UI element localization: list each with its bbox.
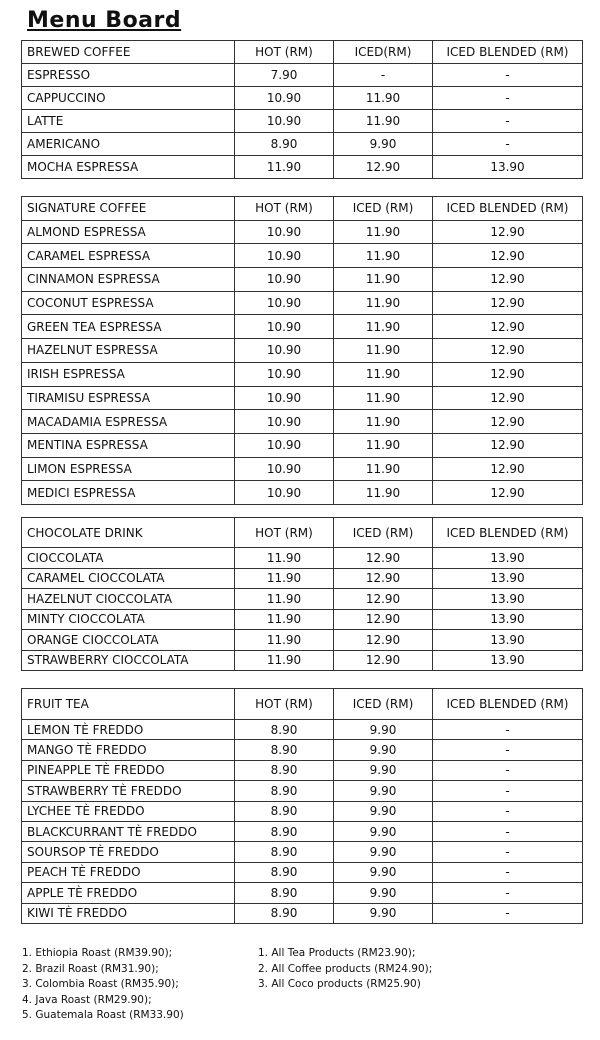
item-price: - [433, 760, 583, 780]
item-name: TIRAMISU ESPRESSA [22, 386, 235, 410]
item-price: 12.90 [334, 548, 433, 569]
item-price: 12.90 [433, 362, 583, 386]
item-name: GREEN TEA ESPRESSA [22, 315, 235, 339]
column-header: HOT (RM) [235, 518, 334, 548]
item-price: - [433, 133, 583, 156]
item-price: - [433, 883, 583, 903]
item-name: KIWI TÈ FREDDO [22, 903, 235, 923]
item-price: 9.90 [334, 760, 433, 780]
item-price: 10.90 [235, 244, 334, 268]
item-price: 12.90 [433, 244, 583, 268]
item-name: STRAWBERRY TÈ FREDDO [22, 781, 235, 801]
item-price: 13.90 [433, 650, 583, 671]
item-price: 9.90 [334, 801, 433, 821]
item-price: 10.90 [235, 433, 334, 457]
item-price: 7.90 [235, 64, 334, 87]
table-row [22, 457, 583, 481]
note-item: 2. All Coffee products (RM24.90); [258, 962, 433, 975]
item-name: AMERICANO [22, 133, 235, 156]
item-price: 12.90 [334, 568, 433, 589]
item-name: APPLE TÈ FREDDO [22, 883, 235, 903]
fruit-tea-table [21, 688, 583, 924]
table-header-row [22, 518, 583, 548]
item-price: 8.90 [235, 883, 334, 903]
table-row [22, 410, 583, 434]
note-item: 5. Guatemala Roast (RM33.90) [22, 1009, 184, 1022]
item-price: 9.90 [334, 842, 433, 862]
item-price: 8.90 [235, 760, 334, 780]
table-row [22, 720, 583, 740]
table-row [22, 883, 583, 903]
item-price: 8.90 [235, 862, 334, 882]
table-row [22, 903, 583, 923]
item-price: 11.90 [334, 220, 433, 244]
table-row [22, 133, 583, 156]
item-price: 8.90 [235, 842, 334, 862]
item-name: SOURSOP TÈ FREDDO [22, 842, 235, 862]
item-price: 12.90 [433, 457, 583, 481]
item-price: 8.90 [235, 903, 334, 923]
item-name: MACADAMIA ESPRESSA [22, 410, 235, 434]
item-price: 12.90 [334, 650, 433, 671]
item-price: 11.90 [334, 362, 433, 386]
table-row [22, 609, 583, 630]
item-price: 12.90 [433, 268, 583, 292]
note-item: 4. Java Roast (RM29.90); [22, 993, 152, 1006]
item-price: 11.90 [334, 110, 433, 133]
item-name: BLACKCURRANT TÈ FREDDO [22, 821, 235, 841]
item-name: CARAMEL CIOCCOLATA [22, 568, 235, 589]
item-price: 12.90 [433, 339, 583, 363]
item-name: CINNAMON ESPRESSA [22, 268, 235, 292]
item-name: MANGO TÈ FREDDO [22, 740, 235, 760]
table-row [22, 339, 583, 363]
table-row [22, 110, 583, 133]
item-price: 12.90 [334, 589, 433, 610]
column-header: ICED(RM) [334, 41, 433, 64]
item-price: 10.90 [235, 268, 334, 292]
table-row [22, 650, 583, 671]
item-price: 13.90 [433, 609, 583, 630]
table-row [22, 268, 583, 292]
item-price: 11.90 [235, 568, 334, 589]
item-price: 11.90 [334, 410, 433, 434]
item-name: MEDICI ESPRESSA [22, 481, 235, 505]
roast-notes-list [22, 946, 184, 1024]
signature-coffee-table [21, 196, 583, 505]
item-price: 12.90 [433, 220, 583, 244]
table-row [22, 589, 583, 610]
item-price: 8.90 [235, 720, 334, 740]
item-price: 11.90 [334, 386, 433, 410]
item-price: 12.90 [334, 630, 433, 651]
item-name: LYCHEE TÈ FREDDO [22, 801, 235, 821]
item-price: 12.90 [334, 609, 433, 630]
section-heading: BREWED COFFEE [22, 41, 235, 64]
item-price: 11.90 [235, 156, 334, 179]
note-item: 3. Colombia Roast (RM35.90); [22, 978, 179, 991]
item-name: MINTY CIOCCOLATA [22, 609, 235, 630]
item-price: - [433, 801, 583, 821]
item-price: 11.90 [235, 630, 334, 651]
item-price: 10.90 [235, 457, 334, 481]
item-price: 10.90 [235, 220, 334, 244]
item-name: STRAWBERRY CIOCCOLATA [22, 650, 235, 671]
table-row [22, 760, 583, 780]
item-price: 8.90 [235, 821, 334, 841]
item-price: 12.90 [433, 410, 583, 434]
item-price: 9.90 [334, 903, 433, 923]
item-price: 10.90 [235, 291, 334, 315]
table-row [22, 220, 583, 244]
item-price: - [433, 821, 583, 841]
item-name: LEMON TÈ FREDDO [22, 720, 235, 740]
table-row [22, 781, 583, 801]
item-name: CAPPUCCINO [22, 87, 235, 110]
item-price: 13.90 [433, 589, 583, 610]
brewed-coffee-table [21, 40, 583, 179]
column-header: ICED BLENDED (RM) [433, 518, 583, 548]
item-price: 13.90 [433, 630, 583, 651]
item-name: ESPRESSO [22, 64, 235, 87]
item-price: 10.90 [235, 315, 334, 339]
item-name: HAZELNUT ESPRESSA [22, 339, 235, 363]
table-header-row [22, 197, 583, 221]
note-item: 1. Ethiopia Roast (RM39.90); [22, 947, 173, 959]
note-item: 2. Brazil Roast (RM31.90); [22, 962, 159, 975]
item-price: 9.90 [334, 720, 433, 740]
item-price: 8.90 [235, 133, 334, 156]
item-price: - [433, 781, 583, 801]
item-price: 9.90 [334, 133, 433, 156]
column-header: ICED (RM) [334, 197, 433, 221]
column-header: HOT (RM) [235, 197, 334, 221]
item-name: PEACH TÈ FREDDO [22, 862, 235, 882]
item-name: LIMON ESPRESSA [22, 457, 235, 481]
item-price: 12.90 [433, 315, 583, 339]
item-price: 11.90 [334, 315, 433, 339]
item-price: 13.90 [433, 568, 583, 589]
item-price: 9.90 [334, 862, 433, 882]
column-header: ICED BLENDED (RM) [433, 689, 583, 720]
item-price: 12.90 [433, 291, 583, 315]
item-name: LATTE [22, 110, 235, 133]
item-price: 10.90 [235, 339, 334, 363]
item-name: CARAMEL ESPRESSA [22, 244, 235, 268]
item-price: 12.90 [433, 386, 583, 410]
item-price: - [433, 862, 583, 882]
table-row [22, 568, 583, 589]
item-price: 12.90 [433, 481, 583, 505]
product-notes-list [258, 946, 432, 993]
table-row [22, 842, 583, 862]
table-row [22, 244, 583, 268]
item-name: PINEAPPLE TÈ FREDDO [22, 760, 235, 780]
item-price: 11.90 [334, 433, 433, 457]
table-row [22, 740, 583, 760]
table-row [22, 862, 583, 882]
column-header: HOT (RM) [235, 689, 334, 720]
item-name: ORANGE CIOCCOLATA [22, 630, 235, 651]
item-price: 8.90 [235, 781, 334, 801]
item-price: 9.90 [334, 821, 433, 841]
item-price: 8.90 [235, 801, 334, 821]
table-row [22, 64, 583, 87]
item-price: 9.90 [334, 740, 433, 760]
item-price: 11.90 [334, 481, 433, 505]
item-price: - [433, 110, 583, 133]
item-price: - [433, 720, 583, 740]
table-row [22, 362, 583, 386]
item-price: 12.90 [334, 156, 433, 179]
item-price: 11.90 [334, 87, 433, 110]
item-price: 10.90 [235, 362, 334, 386]
table-row [22, 386, 583, 410]
section-heading: SIGNATURE COFFEE [22, 197, 235, 221]
table-row [22, 821, 583, 841]
table-row [22, 548, 583, 569]
table-row [22, 156, 583, 179]
item-price: 11.90 [235, 548, 334, 569]
section-heading: CHOCOLATE DRINK [22, 518, 235, 548]
item-price: 11.90 [235, 589, 334, 610]
table-row [22, 481, 583, 505]
item-price: 10.90 [235, 481, 334, 505]
item-price: 11.90 [334, 339, 433, 363]
item-price: 9.90 [334, 883, 433, 903]
item-name: CIOCCOLATA [22, 548, 235, 569]
item-price: 13.90 [433, 548, 583, 569]
page-title: Menu Board [27, 8, 182, 33]
item-name: COCONUT ESPRESSA [22, 291, 235, 315]
item-price: 12.90 [433, 433, 583, 457]
column-header: ICED BLENDED (RM) [433, 197, 583, 221]
item-price: 11.90 [334, 268, 433, 292]
item-price: 10.90 [235, 410, 334, 434]
item-price: 11.90 [334, 291, 433, 315]
item-price: - [334, 64, 433, 87]
item-name: HAZELNUT CIOCCOLATA [22, 589, 235, 610]
item-price: - [433, 740, 583, 760]
item-price: - [433, 87, 583, 110]
chocolate-drink-table [21, 517, 583, 671]
item-name: IRISH ESPRESSA [22, 362, 235, 386]
item-price: 10.90 [235, 110, 334, 133]
item-price: 11.90 [235, 650, 334, 671]
item-price: 11.90 [334, 244, 433, 268]
table-row [22, 433, 583, 457]
section-heading: FRUIT TEA [22, 689, 235, 720]
item-price: - [433, 903, 583, 923]
table-row [22, 87, 583, 110]
note-item: 1. All Tea Products (RM23.90); [258, 947, 416, 959]
item-name: MOCHA ESPRESSA [22, 156, 235, 179]
item-name: ALMOND ESPRESSA [22, 220, 235, 244]
table-header-row [22, 41, 583, 64]
item-price: 11.90 [334, 457, 433, 481]
note-item: 3. All Coco products (RM25.90) [258, 978, 421, 991]
column-header: HOT (RM) [235, 41, 334, 64]
item-name: MENTINA ESPRESSA [22, 433, 235, 457]
item-price: - [433, 64, 583, 87]
column-header: ICED (RM) [334, 689, 433, 720]
item-price: 11.90 [235, 609, 334, 630]
column-header: ICED (RM) [334, 518, 433, 548]
table-row [22, 291, 583, 315]
table-header-row [22, 689, 583, 720]
table-row [22, 315, 583, 339]
item-price: - [433, 842, 583, 862]
item-price: 10.90 [235, 87, 334, 110]
table-row [22, 801, 583, 821]
item-price: 9.90 [334, 781, 433, 801]
item-price: 10.90 [235, 386, 334, 410]
table-row [22, 630, 583, 651]
item-price: 13.90 [433, 156, 583, 179]
column-header: ICED BLENDED (RM) [433, 41, 583, 64]
item-price: 8.90 [235, 740, 334, 760]
